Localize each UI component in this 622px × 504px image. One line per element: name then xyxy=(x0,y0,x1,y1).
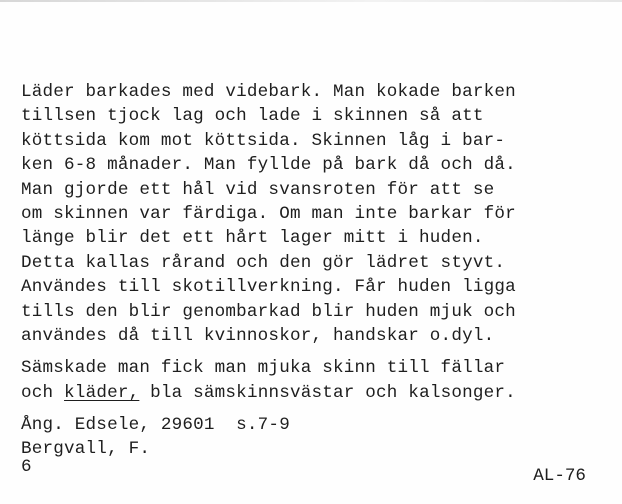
paragraph-gap-2 xyxy=(21,405,611,413)
text-line-10: tills den blir genombarkad blir huden mjuk och xyxy=(21,301,516,322)
text-line-2: tillsen tjock lag och lade i skinnen så att xyxy=(21,106,484,127)
text-line-12: Sämskade man fick man mjuka skinn till fällar xyxy=(21,358,506,379)
text-line-13 xyxy=(21,381,611,405)
text-line-5: Man gjorde ett hål vid svansroten för att se xyxy=(21,179,495,200)
text-line-1: Läder barkades med videbark. Man kokade barken xyxy=(21,82,516,102)
text-line-11: användes då till kvinnoskor, handskar o.dyl. xyxy=(21,325,495,346)
card-text-block xyxy=(21,80,611,480)
card-number: 6 xyxy=(21,457,32,478)
underlined-word: kläder, xyxy=(64,382,140,403)
text-line-7: länge blir det ett hårt lager mitt i huden. xyxy=(21,228,484,249)
text-line-13-prefix: och xyxy=(21,382,65,403)
text-line-6: om skinnen var färdiga. Om man inte barkar för xyxy=(21,203,516,224)
text-line-9: Användes till skotillverkning. Får huden ligga xyxy=(21,277,516,298)
informant-line: Bergvall, F. xyxy=(21,439,151,460)
card-top-edge xyxy=(0,0,622,2)
text-line-3: köttsida kom mot köttsida. Skinnen låg i bar- xyxy=(21,130,506,151)
text-line-13-suffix: bla sämskinnsvästar och kalsonger. xyxy=(139,382,516,403)
text-line-8: Detta kallas rårand och den gör lädret styvt. xyxy=(21,252,506,273)
archive-code: AL-76 xyxy=(533,466,586,486)
source-line: Ång. Edsele, 29601 s.7-9 xyxy=(21,415,290,436)
text-line-4: ken 6-8 månader. Man fyllde på bark då och då. xyxy=(21,155,516,176)
paragraph-gap xyxy=(21,348,611,356)
